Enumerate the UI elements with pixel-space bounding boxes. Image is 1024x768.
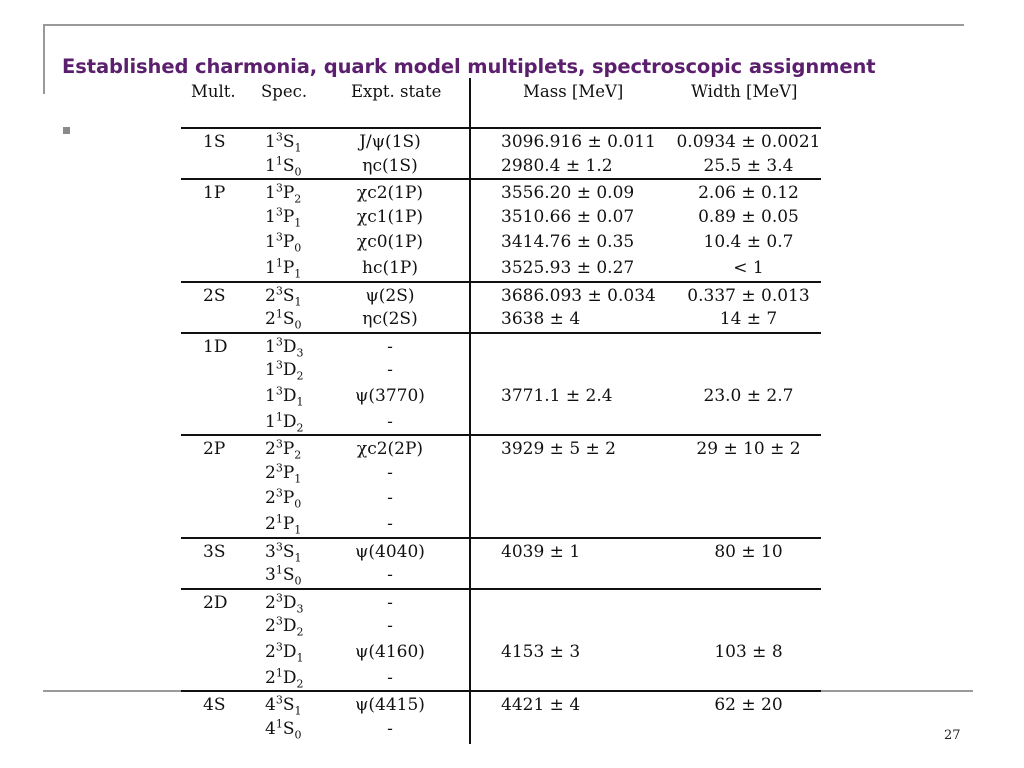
cell-width: 0.89 ± 0.05	[698, 206, 799, 227]
cell-width: 80 ± 10	[714, 541, 783, 562]
spec-l: D	[282, 360, 297, 381]
table-row	[181, 460, 821, 486]
cell-width: 10.4 ± 0.7	[703, 232, 794, 253]
cell-multiplet: 1D	[203, 336, 228, 357]
cell-mass: 3414.76 ± 0.35	[501, 232, 635, 253]
spec-l: D	[282, 411, 297, 432]
cell-multiplet: 2D	[203, 592, 228, 613]
cell-expt-state: χc0(1P)	[356, 232, 424, 253]
cell-width: 23.0 ± 2.7	[703, 386, 794, 406]
cell-expt-state: χc2(2P)	[356, 439, 424, 460]
spec-j: 1	[296, 395, 304, 409]
spec-j: 0	[294, 574, 302, 588]
slide-title: Established charmonia, quark model multiplets, spectroscopic assignment	[62, 55, 876, 78]
spec-n: 1	[265, 411, 276, 432]
cell-width: 25.5 ± 3.4	[703, 155, 794, 176]
bullet-square-icon	[63, 127, 70, 134]
cell-expt-state: ψ(4415)	[355, 695, 425, 716]
spec-n: 1	[265, 258, 276, 278]
table-row	[181, 204, 821, 230]
cell-width: 0.0934 ± 0.0021	[676, 132, 821, 152]
cell-width: 14 ± 7	[719, 309, 778, 330]
cell-expt-state: -	[387, 565, 393, 586]
cell-expt-state: -	[387, 462, 393, 483]
spec-l: P	[282, 462, 295, 483]
cell-multiplet: 3S	[203, 541, 226, 562]
spec-n: 1	[265, 386, 276, 406]
cell-mass: 3096.916 ± 0.011	[501, 132, 656, 152]
spec-n: 2	[265, 462, 276, 483]
cell-spectroscopic	[265, 205, 302, 230]
cell-spectroscopic	[265, 640, 304, 665]
cell-spectroscopic	[265, 409, 304, 434]
spec-multiplicity: 1	[275, 256, 283, 270]
table-row	[181, 153, 821, 179]
table-row	[181, 588, 821, 614]
spec-l: D	[282, 386, 297, 406]
table-row	[181, 178, 821, 204]
table-row	[181, 255, 821, 281]
spec-j: 1	[294, 141, 302, 155]
spec-n: 1	[265, 155, 276, 176]
spec-j: 0	[294, 728, 302, 742]
spec-n: 2	[265, 514, 276, 534]
table-row	[181, 511, 821, 537]
table-row	[181, 639, 821, 665]
table-row	[181, 127, 821, 153]
spec-l: P	[282, 514, 295, 534]
table-row	[181, 716, 821, 742]
spec-multiplicity: 1	[275, 409, 283, 423]
table-row	[181, 562, 821, 588]
spec-multiplicity: 1	[275, 307, 283, 321]
cell-spectroscopic	[265, 230, 302, 255]
cell-spectroscopic	[265, 614, 304, 639]
cell-spectroscopic	[265, 437, 302, 462]
spec-multiplicity: 1	[275, 563, 283, 577]
spec-j: 1	[294, 704, 302, 718]
spec-j: 1	[294, 550, 302, 564]
spec-n: 1	[265, 360, 276, 381]
spec-l: S	[282, 309, 295, 330]
cell-spectroscopic	[265, 693, 302, 718]
spec-multiplicity: 3	[275, 693, 283, 707]
spec-n: 2	[265, 309, 276, 330]
spec-j: 2	[296, 369, 304, 383]
spec-l: P	[282, 232, 295, 253]
cell-spectroscopic	[265, 665, 304, 690]
cell-width: 103 ± 8	[714, 642, 783, 662]
spec-multiplicity: 3	[275, 335, 283, 349]
spec-n: 3	[265, 565, 276, 586]
cell-expt-state: -	[387, 360, 393, 381]
cell-expt-state: -	[387, 592, 393, 613]
spec-l: P	[282, 488, 295, 509]
cell-spectroscopic	[265, 539, 302, 564]
cell-width: < 1	[733, 258, 764, 278]
cell-spectroscopic	[265, 130, 302, 155]
cell-multiplet: 1S	[203, 132, 226, 152]
spec-l: D	[282, 592, 297, 613]
cell-mass: 3929 ± 5 ± 2	[501, 439, 616, 460]
cell-expt-state: χc1(1P)	[356, 206, 424, 227]
spec-l: S	[282, 565, 295, 586]
spec-multiplicity: 1	[275, 665, 283, 679]
table-row	[181, 281, 821, 307]
spec-n: 2	[265, 592, 276, 613]
spec-multiplicity: 3	[275, 130, 283, 144]
spec-l: D	[282, 667, 297, 688]
spec-multiplicity: 3	[275, 384, 283, 398]
spec-multiplicity: 3	[275, 437, 283, 451]
cell-expt-state: ηc(2S)	[362, 309, 418, 330]
spec-j: 1	[294, 523, 302, 537]
spec-multiplicity: 3	[275, 283, 283, 297]
cell-expt-state: ηc(1S)	[362, 155, 418, 176]
spec-j: 1	[294, 294, 302, 308]
spec-l: S	[282, 718, 295, 739]
spec-j: 3	[296, 602, 304, 616]
cell-spectroscopic	[265, 717, 302, 742]
spec-j: 1	[294, 267, 302, 281]
header-mult: Mult.	[191, 82, 236, 101]
spec-multiplicity: 3	[275, 486, 283, 500]
spec-n: 2	[265, 616, 276, 637]
spec-n: 2	[265, 488, 276, 509]
header-expt-state: Expt. state	[351, 82, 442, 101]
spec-j: 2	[296, 676, 304, 690]
cell-spectroscopic	[265, 153, 302, 178]
cell-mass: 4421 ± 4	[501, 695, 581, 716]
cell-expt-state: -	[387, 514, 393, 534]
spec-multiplicity: 3	[275, 230, 283, 244]
cell-mass: 3510.66 ± 0.07	[501, 206, 635, 227]
cell-spectroscopic	[265, 461, 302, 486]
cell-expt-state: ψ(4160)	[355, 642, 425, 662]
spec-n: 1	[265, 206, 276, 227]
spec-l: S	[282, 285, 295, 306]
cell-expt-state: ψ(3770)	[355, 386, 425, 406]
spec-l: S	[282, 541, 295, 562]
spec-j: 0	[294, 164, 302, 178]
spec-n: 1	[265, 336, 276, 357]
cell-spectroscopic	[265, 591, 304, 616]
cell-expt-state: -	[387, 411, 393, 432]
cell-spectroscopic	[265, 486, 302, 511]
cell-expt-state: -	[387, 336, 393, 357]
table-row	[181, 306, 821, 332]
spec-n: 2	[265, 642, 276, 662]
cell-spectroscopic	[265, 512, 302, 537]
spec-multiplicity: 3	[275, 591, 283, 605]
table-row	[181, 357, 821, 383]
cell-expt-state: ψ(2S)	[365, 285, 415, 306]
spec-l: S	[282, 695, 295, 716]
charmonia-table	[181, 78, 821, 744]
table-row	[181, 409, 821, 435]
table-row	[181, 434, 821, 460]
cell-mass: 3771.1 ± 2.4	[501, 386, 613, 406]
spec-l: P	[282, 258, 295, 278]
cell-width: 0.337 ± 0.013	[687, 285, 810, 306]
cell-expt-state: hc(1P)	[362, 258, 418, 278]
spec-n: 1	[265, 183, 276, 204]
spec-multiplicity: 3	[275, 205, 283, 219]
cell-mass: 2980.4 ± 1.2	[501, 155, 613, 176]
cell-multiplet: 1P	[203, 183, 226, 204]
spec-l: P	[282, 206, 295, 227]
spec-multiplicity: 3	[275, 614, 283, 628]
spec-j: 0	[294, 241, 302, 255]
spec-j: 2	[294, 192, 302, 206]
cell-multiplet: 2S	[203, 285, 226, 306]
spec-j: 0	[294, 497, 302, 511]
cell-spectroscopic	[265, 335, 304, 360]
header-mass: Mass [MeV]	[523, 82, 624, 101]
spec-l: P	[282, 439, 295, 460]
spec-j: 1	[294, 472, 302, 486]
cell-width: 29 ± 10 ± 2	[696, 439, 801, 460]
spec-n: 4	[265, 718, 276, 739]
cell-spectroscopic	[265, 307, 302, 332]
spec-l: S	[282, 155, 295, 176]
spec-multiplicity: 1	[275, 153, 283, 167]
cell-expt-state: -	[387, 667, 393, 688]
cell-multiplet: 4S	[203, 695, 226, 716]
spec-l: D	[282, 642, 297, 662]
spec-multiplicity: 3	[275, 539, 283, 553]
table-row	[181, 229, 821, 255]
table-row	[181, 537, 821, 563]
cell-mass: 4039 ± 1	[501, 541, 581, 562]
cell-expt-state: ψ(4040)	[355, 541, 425, 562]
spec-n: 2	[265, 285, 276, 306]
table-row	[181, 690, 821, 716]
spec-n: 3	[265, 541, 276, 562]
spec-j: 2	[296, 420, 304, 434]
cell-expt-state: χc2(1P)	[356, 183, 424, 204]
spec-j: 2	[294, 448, 302, 462]
cell-mass: 3686.093 ± 0.034	[501, 285, 656, 306]
table-row	[181, 383, 821, 409]
spec-multiplicity: 1	[275, 512, 283, 526]
spec-l: D	[282, 336, 297, 357]
table-row	[181, 613, 821, 639]
cell-expt-state: -	[387, 616, 393, 637]
spec-l: S	[282, 132, 295, 152]
cell-mass: 3556.20 ± 0.09	[501, 183, 635, 204]
cell-expt-state: J/ψ(1S)	[359, 132, 421, 152]
spec-multiplicity: 3	[275, 181, 283, 195]
header-spec: Spec.	[261, 82, 308, 101]
spec-multiplicity: 3	[275, 640, 283, 654]
cell-width: 62 ± 20	[714, 695, 783, 716]
header-width: Width [MeV]	[691, 82, 798, 101]
table-row	[181, 332, 821, 358]
table-row	[181, 665, 821, 691]
spec-l: P	[282, 183, 295, 204]
cell-multiplet: 2P	[203, 439, 226, 460]
table-row	[181, 485, 821, 511]
slide-frame-top-rule	[43, 24, 964, 26]
spec-j: 3	[296, 346, 304, 360]
slide-frame-left-rule	[43, 24, 45, 94]
cell-mass: 4153 ± 3	[501, 642, 581, 662]
spec-j: 1	[296, 651, 304, 665]
spec-n: 4	[265, 695, 276, 716]
spec-multiplicity: 1	[275, 717, 283, 731]
cell-spectroscopic	[265, 563, 302, 588]
spec-multiplicity: 3	[275, 358, 283, 372]
cell-width: 2.06 ± 0.12	[698, 183, 799, 204]
cell-spectroscopic	[265, 283, 302, 308]
cell-spectroscopic	[265, 181, 302, 206]
spec-n: 1	[265, 232, 276, 253]
spec-j: 0	[294, 318, 302, 332]
cell-mass: 3638 ± 4	[501, 309, 581, 330]
spec-j: 2	[296, 625, 304, 639]
spec-multiplicity: 3	[275, 461, 283, 475]
cell-spectroscopic	[265, 256, 302, 281]
spec-l: D	[282, 616, 297, 637]
spec-n: 2	[265, 439, 276, 460]
cell-spectroscopic	[265, 384, 304, 409]
spec-n: 2	[265, 667, 276, 688]
page-number: 27	[944, 728, 961, 743]
cell-expt-state: -	[387, 488, 393, 509]
spec-j: 1	[294, 216, 302, 230]
cell-mass: 3525.93 ± 0.27	[501, 258, 635, 278]
spec-n: 1	[265, 132, 276, 152]
cell-spectroscopic	[265, 358, 304, 383]
cell-expt-state: -	[387, 718, 393, 739]
